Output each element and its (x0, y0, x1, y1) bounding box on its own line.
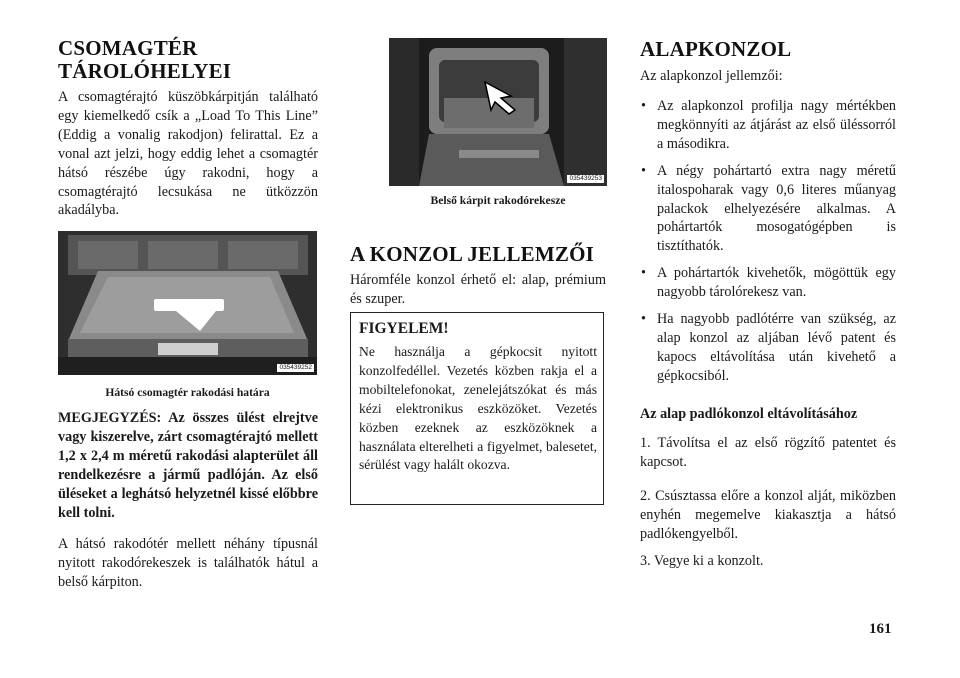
heading-line-1: CSOMAGTÉR (58, 36, 198, 60)
list-item: • A pohártartók kivehetők, mögöttük egy nagyobb tárolórekesz van. (640, 264, 896, 302)
console-types-paragraph: Háromféle konzol érhető el: alap, prémium és szuper. (350, 272, 606, 307)
removal-step-2: 2. Csúsztassa előre a konzol alját, miközben enyhén megemelve kiakasztja a hátsó padlókengyelből. (640, 488, 896, 542)
storage-bin-illustration (389, 38, 607, 186)
cargo-area-illustration (58, 231, 317, 375)
removal-subheading: Az alap padlókonzol eltávolításához (640, 406, 858, 422)
list-item: • Ha nagyobb padlótérre van szükség, az alap konzol az aljában lévő patent és kapocs eltávolítása után kivehető a gépkocsiból. (640, 310, 896, 386)
warning-box (350, 312, 604, 505)
warning-title: FIGYELEM! (359, 320, 449, 337)
page-number: 161 (869, 621, 892, 637)
heading-line-2: TÁROLÓHELYEI (58, 59, 232, 83)
rear-cargo-load-limit-photo (58, 231, 317, 375)
closing-paragraph: A hátsó rakodótér mellett néhány típusnál nyitott rakodórekeszek is találhatók hátul a belső kárpiton. (58, 536, 318, 590)
note-paragraph: MEGJEGYZÉS: Az összes ülést elrejtve vagy kiszerelve, zárt csomagtérajtó mellett 1,2 x 2,4 m méretű rakodási alapterület áll rendelkezésre a jármű padlóján. Az első üléseket a leghátsó helyzetnél kissé előbbre kell tolni. (58, 410, 318, 521)
photo-id-label: 035439252 (279, 364, 312, 371)
removal-step-1: 1. Távolítsa el az első rögzítő patentet és kapcsot. (640, 435, 896, 470)
console-features-heading: A KONZOL JELLEMZŐI (350, 242, 594, 266)
removal-step-3: 3. Vegye ki a konzolt. (640, 553, 764, 569)
cargo-intro-paragraph: A csomagtérajtó küszöbkárpitján található egy kiemelkedő csík a „Load To This Line” (Eddig a vonalig rakodjon) felirattal. Ez a vonal azt jelzi, hogy eddig lehet a csomagtér hátsó részébe úgy rakodni, hogy a csomagtérajtó lecsukása ne ütközzön akadályba. (58, 89, 318, 219)
cargo-storage-heading (58, 37, 318, 83)
base-console-heading: ALAPKONZOL (640, 37, 792, 61)
base-console-feature-list (640, 97, 896, 394)
rear-cargo-photo-caption: Hátsó csomagtér rakodási határa (105, 386, 270, 399)
base-console-intro: Az alapkonzol jellemzői: (640, 68, 783, 84)
list-item: • Az alapkonzol profilja nagy mértékben megkönnyíti az átjárást az első üléssorról a másodikra. (640, 97, 896, 154)
photo-id-label: 035439253 (569, 175, 602, 182)
trim-storage-bin-photo (389, 38, 607, 186)
list-item: • A négy pohártartó extra nagy méretű italospoharak vagy 0,6 literes műanyag palackok elhelyezésére alkalmas. A pohártartók mosogatógépben is tisztíthatók. (640, 162, 896, 257)
warning-text: Ne használja a gépkocsit nyitott konzolfedéllel. Vezetés közben rakja el a mobiltelefonokat, zenelejátszókat és más kézi elektronikus eszközöket. Vezetés közben ezeknek az eszközöknek a használata elterelheti a figyelmet, balesetet, sérülést vagy halált okozva. (359, 344, 597, 473)
storage-bin-photo-caption: Belső kárpit rakodórekesze (430, 194, 566, 207)
